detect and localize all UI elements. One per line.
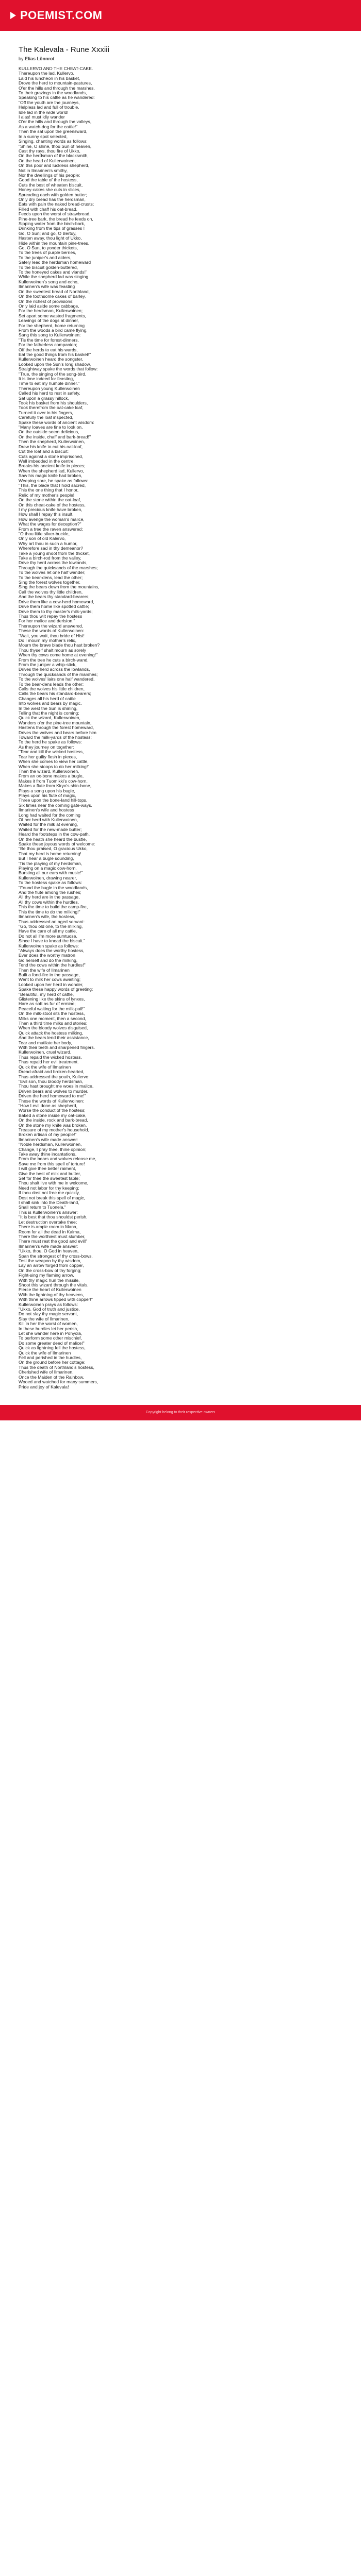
poem-line: Ilmarinen's wife, the hostess, — [19, 914, 76, 920]
poem-line: While the shepherd lad was singing — [19, 274, 89, 280]
poem-line: Filled with chaff his oat-bread, — [19, 206, 78, 212]
poem-line: Relic of my mother's people! — [19, 492, 75, 498]
poem-line: On the inside, rock and bark-bread, — [19, 1117, 88, 1123]
poem-line: How shall I repay this insult, — [19, 512, 74, 517]
poem-body — [19, 66, 342, 1389]
poem-line: Slay the wife of Ilmarinen, — [19, 1316, 70, 1321]
poem-line: Baked a stone inside my oat-cake, — [19, 1112, 87, 1118]
poem-line: Carefully the loaf inspected, — [19, 415, 74, 420]
poem-line: On the sweetest bread of Northland, — [19, 289, 90, 294]
poem-line: On the outside seem delicious, — [19, 429, 79, 435]
poem-line: "O thou little silver-buckle, — [19, 531, 70, 536]
poem-line: Nor the dwellings of his people; — [19, 172, 80, 178]
poem-line: Broken artisan of my people!" — [19, 1132, 77, 1138]
poem-line: Drew his knife to cut his oat-loaf, — [19, 444, 83, 449]
poem-line: All thy cows within the hurdles, — [19, 899, 79, 905]
poem-line: "Ukko, thou, O God in heaven, — [19, 1248, 79, 1254]
poem-line: "Many loaves are fine to look on, — [19, 425, 83, 430]
poem-line: Makes a flute from Kiryo's shin-bone, — [19, 783, 92, 789]
poem-line: Playing on a magic cow-horn, — [19, 866, 77, 871]
poem-line: To perform some other mischief, — [19, 1335, 82, 1341]
poem-line: Plays upon his flute of magic, — [19, 792, 76, 798]
poem-line: Hide within the mountain pine-trees, — [19, 240, 90, 246]
poem-line: Then the wife of Ilmarinen — [19, 967, 70, 973]
poem-line: On the head of Kullerwoinen, — [19, 158, 76, 163]
poem-line: Glistening like the skins of lynxes, — [19, 996, 85, 1002]
poem-line: Three upon the bone-land hill-tops, — [19, 798, 88, 803]
poem-line: On the stone my knife was broken, — [19, 1122, 87, 1128]
poem-line: Dread-afraid and broken-hearted, — [19, 1069, 85, 1075]
poem-line: Change, I pray thee, thine opinion; — [19, 1146, 87, 1152]
poem-line: For the herdsman, Kullerwoinen; — [19, 308, 83, 314]
poem-line: Call the wolves thy little children, — [19, 589, 83, 595]
poem-line: O'er the hills and through the marshes, — [19, 85, 95, 91]
poem-line: All thy herd are in the passage, — [19, 894, 80, 900]
poem-line: Calls the wolves his little children, — [19, 686, 85, 691]
poem-line: Hare as soft as fur of ermine; — [19, 1001, 76, 1007]
poem-line: Thou shalt live with me in welcome, — [19, 1180, 89, 1186]
poem-line: Since I have to knead the biscuit." — [19, 938, 86, 944]
poem-line: Go herself and do the milking, — [19, 957, 78, 963]
poem-line: With the lightning of thy heavens, — [19, 1292, 84, 1297]
poem-line: This the time to build the camp-fire, — [19, 904, 88, 910]
poem-line: Only son of old Kalervo, — [19, 536, 66, 541]
poem-line: Kullerwoinen, drawing nearer, — [19, 875, 77, 880]
poem-line: Then the wizard, Kullerwoinen, — [19, 768, 79, 774]
poem-line: Built a fond-fire in the passage, — [19, 972, 80, 977]
poem-line: Went to milk her cows awaiting; — [19, 977, 81, 982]
poem-line: Tear and mutilate her body, — [19, 1040, 72, 1045]
poem-line: Cast thy rays, thou fire of Ukko, — [19, 148, 80, 154]
poem-line: As they journey on together: — [19, 744, 74, 750]
poem-line: Laid his luncheon in his basket, — [19, 75, 80, 81]
poem-line: Thereupon the lad, Kullervo, — [19, 71, 74, 76]
poem-line: Take away thine incantations, — [19, 1151, 77, 1157]
poem-line: When the shepherd lad, Kullervo, — [19, 468, 85, 473]
poem-line: "Shine, O shine, thou Sun of heaven, — [19, 143, 92, 149]
poem-line: O'er the hills and through the valleys, — [19, 119, 92, 125]
poem-line: From the bears and wolves release me, — [19, 1156, 96, 1162]
poem-line: Long had waited for the coming — [19, 812, 80, 818]
poem-line: "Ukko, God of truth and justice, — [19, 1307, 80, 1312]
poem-line: "How I evil done as shepherd, — [19, 1103, 77, 1108]
poem-line: Quick the wife of Ilmarinen — [19, 1350, 71, 1355]
poem-line: Looked upon the Sun's long shadow, — [19, 361, 91, 367]
poem-line: To the hostess spake as follows: — [19, 880, 83, 886]
poem-line: "It is best that thou shouldst perish, — [19, 1214, 88, 1220]
copyright-text: Copyright belong to their respective owners — [145, 1411, 216, 1415]
poem-line: I will give thee better raiment, — [19, 1166, 76, 1172]
poem-line: Quick as lightning fell the hostess, — [19, 1345, 86, 1351]
site-logo-link[interactable] — [10, 9, 103, 22]
poem-line: From the juniper a whip-stick, — [19, 662, 77, 667]
poem-line: Leavings of the dogs at dinner, — [19, 318, 79, 324]
poem-line: Helpless lad and full of trouble, — [19, 105, 79, 110]
poem-line: On the inside, chaff and bark-bread!" — [19, 434, 91, 439]
poem-line: To the juniper's and alders, — [19, 255, 72, 260]
poem-line: This the time to do the milking!" — [19, 909, 80, 914]
poem-line: Singing, chanting words as follows: — [19, 139, 88, 144]
poem-line: Thus addressed the youth, Kullervo: — [19, 1074, 90, 1079]
poem-line: Kullerwoinen heard the songster, — [19, 357, 84, 362]
poem-line: "Evil son, thou bloody herdsman, — [19, 1078, 84, 1084]
poem-line: Do I mourn my mother's relic, — [19, 637, 76, 643]
poem-line: Sang this song to Kullerwoinen: — [19, 332, 81, 338]
logo-text: POEMIST.COM — [20, 9, 103, 22]
poem-line: Drinking from the tips of grasses ! — [19, 226, 85, 231]
poem-line: "Be thou praised, O gracious Ukko, — [19, 846, 88, 852]
poem-line: That my herd is home returning! — [19, 851, 81, 856]
poem-line: To the biscuit golden-buttered, — [19, 264, 78, 270]
poem-line: Called his herd to rest in safety, — [19, 391, 80, 396]
poem-line: Pride and joy of Kalevala! — [19, 1384, 69, 1389]
poem-line: Feeds upon the worst of strawbread, — [19, 211, 91, 217]
poem-line: Take a birch-rod from the valley, — [19, 555, 81, 561]
poem-line: Go, O Sun; and go, O Bertuy, — [19, 230, 77, 236]
poem-line: On the milk-stool sits the hostess, — [19, 1011, 85, 1016]
poem-line: Cut the loaf and a biscuit: — [19, 449, 69, 454]
poem-line: To their grazings in the woodlands, — [19, 90, 87, 96]
poem-line: From the tree he cuts a birch-wand, — [19, 657, 89, 663]
poem-line: In these hurdles let her perish, — [19, 1326, 78, 1331]
poem-line: Through the quicksands of the marshes; — [19, 671, 98, 677]
site-header — [0, 0, 361, 31]
poem-line: Tend the cows within the hurdles!" — [19, 962, 86, 968]
poem-line: Spreading each with golden butter; — [19, 192, 87, 197]
poem-line: "Always does the worthy hostess, — [19, 947, 85, 953]
poem-line: Spake these happy words of greeting: — [19, 987, 93, 992]
poem-line: Changes all his herd of cattle — [19, 696, 76, 701]
poem-line: Thus thou wilt repay the hostess — [19, 613, 83, 619]
poem-line: Spake these joyous words of welcome: — [19, 841, 95, 846]
poem-line: Weeping sore, he spake as follows: — [19, 478, 89, 483]
poem-line: Room for all the dead in Kalma, — [19, 1229, 81, 1234]
poem-line: But I hear a bugle sounding, — [19, 856, 74, 861]
poem-line: Off the herds to eat his wards, — [19, 347, 78, 352]
poem-line: Heard the footsteps in the cow-path, — [19, 832, 90, 837]
poem-line: Once the Maiden of the Rainbow, — [19, 1374, 85, 1380]
poem-line: Kullerwoinen spake as follows: — [19, 943, 79, 948]
poem-line: Saw his magic knife had broken, — [19, 473, 83, 479]
author-link[interactable]: Elias Lönnrot — [25, 56, 55, 61]
poem-line: With thy magic hurl the missile, — [19, 1277, 80, 1283]
poem-line: If thou dost not free me quickly, — [19, 1190, 80, 1196]
poem-line: Test the weapon by thy wisdom, — [19, 1258, 81, 1263]
poem-line: This the one thing that I honor, — [19, 487, 79, 493]
poem-line: Need not labor for thy keeping; — [19, 1185, 79, 1191]
poem-line: "This, the blade that I hold sacred, — [19, 482, 86, 488]
poem-line: For the fatherless companion; — [19, 342, 77, 348]
poem-line: Cuts against a stone imprisoned, — [19, 453, 84, 459]
poem-line: Why art thou in such a humor, — [19, 540, 78, 546]
poem-line: On the herdsman of the blacksmith, — [19, 153, 89, 159]
poem-line: Do not slay thy magic servant, — [19, 1311, 78, 1317]
poem-line: Idle lad in the wide world! — [19, 109, 69, 115]
poem-line: Toward the milk-yards of the hostess; — [19, 735, 92, 740]
poem-line: From an ox-bone makes a bugle, — [19, 773, 84, 779]
poem-line: On the cross-bow of thy forging; — [19, 1267, 81, 1273]
poem-line: Straightway spake the words that follow: — [19, 366, 98, 372]
poem-line: Kill in her the worst of women, — [19, 1321, 78, 1327]
poem-line: Eats with pain the naked bread-crusts; — [19, 201, 94, 207]
poem-line: Bursting all our ears with music!" — [19, 870, 83, 876]
poem-line: Sing the bears down from the mountains, — [19, 584, 100, 590]
poem-line: There the worthiest must slumber, — [19, 1233, 86, 1239]
poem-line: Save me from this spell of torture! — [19, 1161, 85, 1166]
poem-line: To the wolves' lairs one half wandered, — [19, 676, 95, 682]
poem-line: Makes it from Tuomikki's cow-horn, — [19, 778, 88, 784]
poem-line: With thine arrows tipped with copper!" — [19, 1297, 93, 1302]
poem-line: I my precious knife have broken, — [19, 506, 83, 512]
poem-line: When the bloody wolves disguised, — [19, 1025, 88, 1031]
poem-line: Tear her guilty flesh in pieces, — [19, 754, 77, 759]
poem-line: What the wages for deception?" — [19, 521, 81, 527]
poem-line: On the ground before her cottage; — [19, 1360, 86, 1365]
poem-line: Mourn the brave blade thou hast broken? — [19, 642, 100, 648]
poem-line: Drive them to thy master's milk-yards; — [19, 608, 93, 614]
poem-line: Treasure of my mother's household, — [19, 1127, 89, 1132]
poem-line: Thus the death of Northland's hostess, — [19, 1364, 94, 1370]
poem-line: Sing the forest wolves together, — [19, 580, 80, 585]
poem-line: Turned it over in his fingers, — [19, 410, 73, 415]
poem-line: "Off the youth are the journeys, — [19, 99, 80, 105]
poem-line: Sat upon a grassy hillock, — [19, 395, 69, 401]
poem-line: Set for thee the sweetest table; — [19, 1176, 80, 1181]
poem-line: 'Tis the playing of my herdsman, — [19, 860, 83, 866]
poem-line: Calls the bears his standard-bearers; — [19, 691, 91, 697]
poem-line: And the bears thy standard-bearers; — [19, 594, 90, 600]
poem-line: Drove the herd to mountain-pastures, — [19, 80, 92, 86]
poem-line: Pine-tree bark, the bread he feeds on, — [19, 216, 93, 222]
poem-line: Waited for the milk at evening, — [19, 822, 78, 827]
poem-line: Breaks his ancient knife in pieces; — [19, 463, 86, 469]
poem-line: And the bears lend their assistance, — [19, 1035, 89, 1041]
poem-line: Ilmarinen's wife and hostess — [19, 807, 74, 813]
poem-line: Do not all I'm more sumtuose, — [19, 933, 77, 939]
poem-line: Do some greater deed of malice!" — [19, 1340, 85, 1346]
poem-line: Dost not break this spell of magic, — [19, 1195, 85, 1200]
poem-line: Let destruction overtake thee; — [19, 1219, 77, 1225]
poem-line: To the bear-dens leads the other; — [19, 681, 84, 687]
poem-line: Drives the herd across the lowlands, — [19, 667, 90, 672]
poem-line: Then a third time milks and stories; — [19, 1021, 88, 1026]
poem-line: Drive them home like spotted cattle; — [19, 604, 89, 609]
poem-line: And the flute among the rushes; — [19, 890, 81, 895]
poem-line: Safely lead the herdsman homeward — [19, 260, 91, 265]
poem-line: This is Kullerwoinen's answer: — [19, 1209, 78, 1215]
poem-line: For the shepherd, home returning — [19, 323, 85, 328]
poem-line: Ilmarinen's wife made answer: — [19, 1243, 78, 1249]
poem-line: Worse the conduct of the hostess; — [19, 1108, 86, 1113]
poem-line: I shall sink into the Death-land, — [19, 1200, 79, 1206]
poem-title: The Kalevala - Rune Xxxiii — [19, 45, 109, 54]
poem-line: For her malice and derision." — [19, 618, 75, 624]
poem-line: Hastens through the forest homeward, — [19, 725, 94, 731]
poem-line: Have the care of all my cattle, — [19, 928, 77, 934]
poem-line: These the words of Kullerwoinen: — [19, 1098, 85, 1104]
poem-line: In the west the Sun is shining, — [19, 705, 78, 711]
poem-line: Waited for the new-made butter; — [19, 826, 82, 832]
poem-line: As a watch-dog for the cattle!" — [19, 124, 78, 129]
poem-line: Ilmarinen's wife was feasting — [19, 284, 75, 290]
poem-line: Quick attack the hostess milking, — [19, 1030, 84, 1036]
poem-line: "Tear and kill the wicked hostess, — [19, 749, 84, 755]
poem-line: Spake these words of ancient wisdom: — [19, 419, 94, 425]
poem-line: Took his basket from his shoulders, — [19, 400, 88, 406]
poem-line: Kullerwoinen, cruel wizard, — [19, 1049, 72, 1055]
poem-line: "Go, thou old one, to the milking, — [19, 923, 83, 929]
poem-line: Thus addressed an aged servant: — [19, 919, 85, 924]
poem-line: From a tree the raven answered: — [19, 526, 83, 532]
poem-line: To the herd he spake as follows: — [19, 739, 82, 745]
by-label: by — [19, 56, 24, 61]
poem-line: Drive them like a cow-herd homeward, — [19, 599, 94, 604]
poem-line: Cuts the best of wheaten biscuit, — [19, 182, 83, 188]
poem-line: "True, the singing of the song-bird, — [19, 371, 87, 377]
poem-line: "Found the bugle in the woodlands, — [19, 885, 88, 890]
poem-line: Sipping water from the birch-bark, — [19, 221, 85, 226]
poem-line: Thereupon the wizard answered, — [19, 623, 84, 629]
poem-line: To the honeyed cakes and viands!" — [19, 269, 88, 275]
poem-line: "Beautiful, my herd of cattle, — [19, 991, 74, 997]
poem-line: When she stoops to do her milking!" — [19, 764, 90, 769]
poem-line: On this poor and luckless shepherd, — [19, 163, 90, 168]
poem-line: Go, O Sun, to yonder thickets, — [19, 245, 78, 251]
poem-line: Well imbedded in the centre, — [19, 458, 75, 464]
poem-line: Drives the wolves and bears before him — [19, 730, 96, 735]
poem-line: Shoot this wizard through the vitals, — [19, 1282, 89, 1287]
poem-line: Cherished wife of Ilmarinen, — [19, 1369, 74, 1375]
poem-line: Shall return to Tuonela." — [19, 1205, 66, 1210]
poem-line: There must rest the good and evil!" — [19, 1239, 88, 1244]
poem-line: Looked upon her herd in wonder, — [19, 981, 84, 987]
poem-line: KULLERVO AND THE CHEAT-CAKE. — [19, 66, 93, 71]
poem-line: Wanders o'er the pine-tree mountain, — [19, 720, 92, 725]
poem-line: Thus repaid the wicked hostess, — [19, 1054, 82, 1060]
poem-line: On this cheat-cake of the hostess, — [19, 502, 86, 507]
poem-line: To the wolves let one half wander; — [19, 570, 86, 575]
poem-line: Ever does the worthy matron — [19, 953, 75, 958]
poem-line: Pierce the heart of Kullerwoinen — [19, 1287, 81, 1293]
poem-line: I alas! must idly wander — [19, 114, 65, 120]
poem-line: Let she wander here in Pohyola, — [19, 1331, 83, 1336]
poem-line: Only laid aside some cabbage, — [19, 303, 79, 309]
site-footer — [0, 1405, 361, 1420]
poem-line: "Tis the time for forest-dinners, — [19, 337, 79, 343]
poem-line: Eat the good things from his basket!" — [19, 351, 91, 357]
poem-line: "Noble herdsman, Kullerwoinen, — [19, 1142, 82, 1147]
poem-line: Thereupon young Kullerwoinen — [19, 385, 80, 391]
poem-line: Fell and perished in the hurdles, — [19, 1355, 82, 1361]
poem-line: In a sunny spot selected, — [19, 133, 68, 139]
poem-line: Wooed and watched for many summers, — [19, 1379, 99, 1385]
poem-line: Six times near the coming gate-ways. — [19, 802, 92, 808]
poem-line: There is ample room in Mana, — [19, 1224, 78, 1230]
play-logo-icon — [10, 12, 16, 19]
poem-line: To the bear-dens, lead the other; — [19, 574, 83, 580]
poem-line: When she comes to view her cattle, — [19, 759, 89, 765]
poem-line: Span the strongest of thy cross-bows, — [19, 1253, 93, 1259]
poem-line: Drive thy herd across the lowlands, — [19, 560, 88, 566]
poem-line: Good the table of the hostess, — [19, 177, 78, 183]
poem-line: Telling that the night is coming; — [19, 710, 79, 716]
poem-content — [0, 31, 361, 1400]
poem-line: Set apart some wasted fragments, — [19, 313, 86, 318]
poem-line: Of her herd with Kullerwoinen, — [19, 817, 78, 822]
poem-line: Took therefrom the oat-cake loaf, — [19, 405, 84, 411]
poem-line: Give the best of milk and butter, — [19, 1171, 81, 1176]
poem-line: "Wait, you wait, thou bride of Hisi! — [19, 633, 85, 638]
poem-line: On the stone within the oat-loaf, — [19, 497, 81, 503]
poem-line: Plays a song upon his bugle, — [19, 788, 75, 793]
poem-line: Quick the wife of Ilmarinen — [19, 1064, 71, 1070]
poem-line: Take a young shoot from the thicket, — [19, 550, 90, 556]
poem-line: Fight-sing my flaming arrow, — [19, 1273, 74, 1278]
poem-line: Not in Ilmarinen's smithy, — [19, 167, 68, 173]
poem-line: On the richest of provisions; — [19, 298, 74, 304]
poem-line: Then the shepherd, Kullerwoinen, — [19, 439, 85, 445]
poem-line: Honey-cakes she cuts in slices, — [19, 187, 80, 193]
poem-line: Then the sat upon the greensward, — [19, 129, 88, 134]
poem-line: Lay an arrow forged from copper, — [19, 1263, 84, 1268]
poem-line: Kullerwoinen's song and echo, — [19, 279, 79, 284]
poem-line: On the toothsome cakes of barley, — [19, 294, 86, 299]
poem-line: Milks one moment, then a second, — [19, 1015, 86, 1021]
poem-line: Thou thyself shalt mourn as sorely — [19, 647, 86, 653]
poem-line: Wherefore sad in thy demeanor? — [19, 546, 84, 551]
poem-line: Driven the herd homeward to me!" — [19, 1093, 86, 1099]
poem-line: When thy cows come home at evening!" — [19, 652, 98, 658]
poem-line: With their teeth and sharpened fingers. — [19, 1045, 95, 1050]
poem-line: Peaceful waiting for the milk-pail!" — [19, 1006, 85, 1011]
poem-line: Quick the wizard, Kullerwoinen, — [19, 715, 80, 721]
byline — [19, 56, 342, 61]
poem-line: How avenge the woman's malice, — [19, 516, 85, 522]
poem-line: Speaking to his cattle as he wandered: — [19, 95, 95, 100]
poem-line: Ilmarinen's wife made answer: — [19, 1137, 78, 1142]
poem-line: Thus repaid her evil treatment. — [19, 1059, 79, 1065]
poem-line: To the trees of purple berries, — [19, 250, 76, 256]
poem-line: It is time indeed for feasting, — [19, 376, 74, 381]
poem-line: These the words of Kullerwoinen: — [19, 628, 85, 634]
poem-line: Through the quicksands of the marshes; — [19, 565, 98, 570]
poem-line: From the woods a bird came flying, — [19, 327, 88, 333]
poem-line: Time to eat my humble dinner." — [19, 381, 80, 386]
poem-line: Hasten away, thou light of Ukko, — [19, 235, 82, 241]
poem-line: Driven bears and wolves to murder, — [19, 1088, 89, 1094]
poem-line: Into wolves and bears by magic. — [19, 701, 82, 706]
poem-line: Kullerwoinen prays as follows: — [19, 1301, 78, 1307]
poem-line: Thou hast brought me woes in malice, — [19, 1083, 94, 1089]
poem-line: Only dry bread has the herdsman, — [19, 196, 86, 202]
poem-line: On the heath she heard the bustle, — [19, 836, 87, 842]
